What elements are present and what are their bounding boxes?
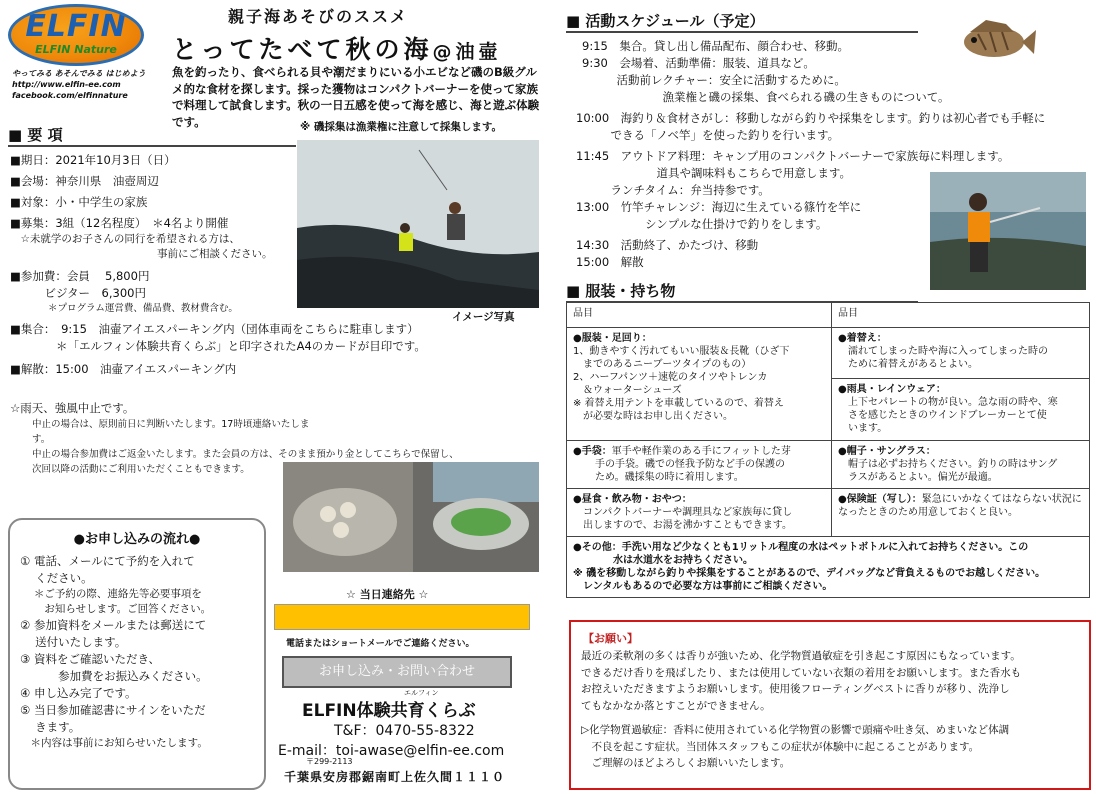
contact-zip: 〒299-2113 — [306, 757, 353, 766]
youkou-list — [10, 152, 540, 378]
flow-step: ② 参加資料をメールまたは郵送にて — [20, 618, 207, 632]
flow-step: ください。 — [20, 571, 93, 585]
schedule-row: 13:00 竹竿チャレンジ：海辺に生えている篠竹を竿に — [576, 200, 862, 214]
item-hat: ●帽子・サングラス： 帽子は必ずお持ちください。釣りの時はサング ラスがあるとよい。偏光が最適。 — [832, 441, 1090, 489]
item-clothes: ●服装・足回り： 1、動きやすく汚れてもいい服装＆長靴（ひざ下 までのあるニーブーツタイプのもの） 2、ハーフパンツ＋速乾のタイツやトレンカ ＆ウォーターシューズ ※ 着替え用テントを車載しているので、着替え が必要な時はお申し出ください。 — [567, 328, 832, 441]
youkou-line: ■会場：神奈川県 油壺周辺 — [10, 174, 159, 188]
org-name: ELFIN体験共育くらぶ — [302, 701, 476, 721]
youkou-line: ■集合： 9:15 油壷アイエスパーキング内（団体車両をこちらに駐車します） — [10, 322, 419, 336]
flow-step: ④ 申し込み完了です。 — [20, 686, 137, 700]
schedule-row: 漁業権と磯の採集、食べられる磯の生きものについて。 — [582, 90, 950, 104]
rain-policy — [10, 400, 459, 477]
header-kicker: 親子海あそびのススメ — [228, 7, 409, 26]
notice-line: できるだけ香りを飛ばしたり、または使用していない衣類の着用をお願いします。また香水も — [581, 666, 1022, 679]
facebook-link[interactable]: facebook.com/elfinnature — [12, 91, 128, 100]
notice-title: 【お願い】 — [583, 632, 638, 645]
title-suffix: @油壷 — [432, 41, 502, 63]
flow-step: ③ 資料をご確認いただき、 — [20, 652, 161, 666]
today-contact-note: 電話またはショートメールでご連絡ください。 — [286, 639, 475, 649]
notice-line — [581, 714, 1089, 722]
schedule-row: 10:00 海釣り＆食材さがし：移動しながら釣りや採集をします。釣りは初心者でも手軽に — [576, 111, 1046, 125]
today-contact-field — [274, 604, 530, 630]
youkou-heading: ■ 要 項 — [8, 124, 296, 147]
youkou-line: ■解散：15:00 油壷アイエスパーキング内 — [10, 362, 237, 376]
org-ruby: エルフィン — [404, 689, 439, 697]
schedule-row: 9:15 集合。貸し出し備品配布、顔合わせ、移動。 — [582, 39, 849, 53]
rain-title: ☆雨天、強風中止です。 — [10, 401, 135, 415]
youkou-line: ■募集：3組（12名程度） ＊4名より開催 — [10, 216, 229, 230]
schedule-row: 14:30 活動終了、かたづけ、移動 — [576, 238, 759, 252]
today-contact-title: ☆ 当日連絡先 ☆ — [346, 588, 429, 601]
notice-line: 不良を起こす症状。当団体スタッフもこの症状が体験中に起こることがあります。 — [581, 740, 980, 753]
notice-line: ▷化学物質過敏症：香料に使用されている化学物質の影響で頭痛や吐き気、めまいなど体調 — [581, 724, 1010, 736]
logo-brand: ELFIN — [25, 9, 127, 44]
youkou-line: ■期日：2021年10月3日（日） — [10, 153, 176, 167]
rain-line: 次回以降の活動にご利用いただくこともできます。 — [32, 464, 250, 475]
page-title — [172, 30, 502, 66]
rain-line: 中止の場合は、原則前日に判断いたします。17時頃連絡いたします。 — [32, 419, 310, 445]
youkou-line: ■対象：小・中学生の家族 — [10, 195, 148, 209]
schedule-row: できる「ノベ竿」を使った釣りを行います。 — [576, 128, 840, 142]
contact-tel: T&F：0470-55-8322 — [334, 723, 475, 739]
schedule-row: ランチタイム：弁当持参です。 — [576, 183, 770, 197]
contact-email[interactable]: E-mail：toi-awase@elfin-ee.com — [278, 743, 505, 759]
logo-subtitle: ELFIN Nature — [35, 43, 117, 56]
item-other: ●その他：手洗い用など少なくとも1リットル程度の水はペットボトルに入れてお持ちください。この 水は水道水をお持ちください。 ※ 磯を移動しながら釣りや採集をすることがあるので、デイバッグなど背負えるものでお越しください。 レンタルもあるので必要な方は事前にご相談ください。 — [567, 537, 1090, 598]
schedule-row: 9:30 会場着、活動準備：服装、道具など。 — [582, 56, 815, 70]
photo-caption: イメージ写真 — [452, 311, 515, 323]
flow-step: ＊ご予約の際、連絡先等必要事項を — [20, 588, 202, 600]
col-header-left: 品目 — [567, 303, 832, 328]
website-link[interactable]: http://www.elfin-ee.com — [12, 80, 121, 89]
child-fishing-photo — [930, 172, 1086, 290]
flow-step: お知らせします。ご回答ください。 — [20, 603, 212, 615]
flow-step: きます。 — [20, 720, 81, 734]
col-header-right: 品目 — [832, 303, 1090, 328]
item-lunch: ●昼食・飲み物・おやつ： コンパクトバーナーや調理具など家族毎に貸し 出しますので、お湯を沸かすこともできます。 — [567, 489, 832, 537]
contact-button[interactable]: お申し込み・お問い合わせ — [282, 656, 512, 688]
youkou-line: ＊プログラム運営費、備品費、教材費含む。 — [10, 303, 238, 314]
cooking-photo — [283, 462, 539, 572]
item-gloves: ●手袋：軍手や軽作業のある手にフィットした芽 手の手袋。磯での怪我予防など手の保護の ため。磯採集の時に着用します。 — [567, 441, 832, 489]
flow-step: 送付いたします。 — [20, 635, 127, 649]
notice-line: てもなかなか落とすことができません。 — [581, 699, 771, 712]
title-main: とってたべて秋の海 — [172, 35, 433, 64]
contact-address: 千葉県安房郡鋸南町上佐久間１１１０ — [284, 770, 506, 784]
logo-tagline-block — [12, 68, 162, 101]
items-table — [566, 302, 1090, 598]
application-flow-box — [8, 518, 266, 790]
flow-step: ⑤ 当日参加確認書にサインをいただ — [20, 703, 206, 717]
schedule-row: 15:00 解散 — [576, 255, 644, 269]
item-change-clothes: ●着替え： 濡れてしまった時や海に入ってしまった時の ために着替えがあるとよい。 — [832, 328, 1090, 379]
notice-line: お控えいただきますようお願いします。使用後フローティングベストに香りが移り、洗浄し — [581, 683, 1010, 695]
youkou-line: ☆未就学のお子さんの同行を希望される方は、 — [10, 233, 240, 245]
rain-line: 中止の場合参加費はご返金いたします。また会員の方は、そのまま預かり金としてこちらで保留し、 — [32, 449, 459, 460]
item-rainwear: ●雨具・レインウェア： 上下セパレートの物が良い。急な雨の時や、寒 さを感じたときのウインドブレーカーとて使 います。 — [832, 379, 1090, 441]
schedule-row: 道具や調味料もこちらで用意します。 — [576, 166, 851, 180]
schedule-row: 活動前レクチャー：安全に活動するために。 — [582, 73, 846, 87]
intro-text: 魚を釣ったり、食べられる貝や潮だまりにいる小エビなど磯のB級グルメ的な食材を探します。採った獲物はコンパクトバーナーを使って家族で料理して試食します。秋の一日五感を使って海を感じ、海と遊ぶ体験です。 — [172, 65, 540, 129]
flow-title: ●お申し込みの流れ● — [73, 532, 201, 547]
photo-note: ※ 磯採集は漁業権に注意して採集します。 — [300, 121, 503, 133]
items-table-wrap — [566, 302, 1090, 598]
youkou-line: ＊「エルフィン体験共育くらぶ」と印字されたA4のカードが目印です。 — [10, 339, 426, 353]
youkou-line: ■参加費：会員 5,800円 — [10, 269, 150, 283]
flow-step: ＊内容は事前にお知らせいたします。 — [20, 737, 208, 749]
schedule-row: シンプルな仕掛けで釣りをします。 — [576, 217, 828, 231]
schedule-row: 11:45 アウトドア料理：キャンプ用のコンパクトバーナーで家族毎に料理します。 — [576, 149, 1010, 163]
flow-step: ① 電話、メールにて予約を入れて — [20, 554, 195, 568]
flow-step: 参加費をお振込みください。 — [20, 669, 208, 683]
elfin-logo — [8, 4, 144, 66]
notice-line: ご理解のほどよろしくお願いいたします。 — [581, 757, 791, 769]
logo-tagline: やってみる あそんでみる はじめよう — [12, 69, 146, 78]
youkou-line: 事前にご相談ください。 — [10, 248, 273, 260]
notice-box — [569, 620, 1091, 790]
youkou-line: ビジター 6,300円 — [10, 286, 146, 300]
items-heading: ■ 服装・持ち物 — [566, 280, 918, 303]
notice-line: 最近の柔軟剤の多くは香りが強いため、化学物質過敏症を引き起こす原因にもなっています。 — [581, 650, 1021, 662]
schedule-heading: ■ 活動スケジュール（予定） — [566, 10, 918, 33]
item-insurance: ●保険証（写し）：緊急にいかなくてはならない状況になったときのため用意しておくと良い。 — [832, 489, 1090, 537]
